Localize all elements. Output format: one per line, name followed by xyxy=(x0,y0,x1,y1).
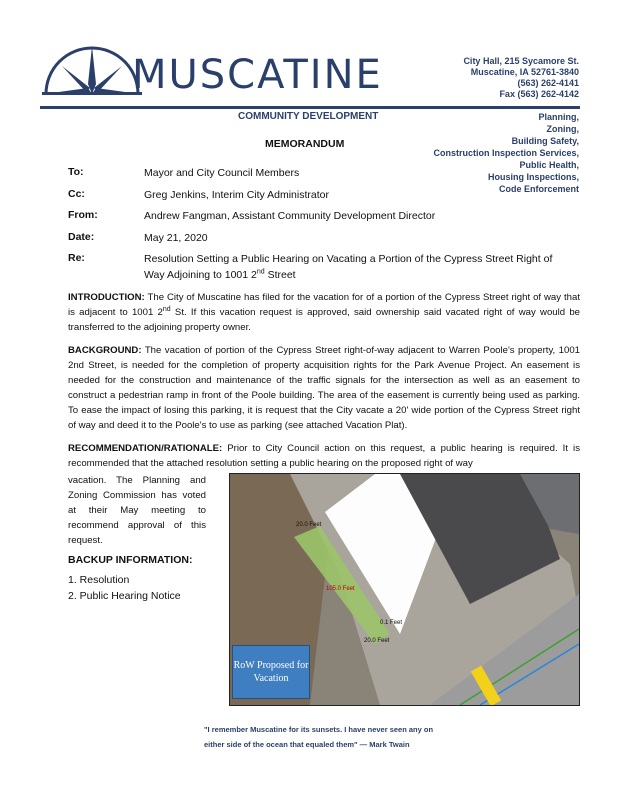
date-value: May 21, 2020 xyxy=(144,232,208,244)
service: Construction Inspection Services, xyxy=(433,148,579,158)
logo-wordmark: MUSCATINE xyxy=(132,52,383,98)
bottom-section xyxy=(68,473,580,706)
intro-label: INTRODUCTION: xyxy=(68,292,145,303)
memo-title: MEMORANDUM xyxy=(265,138,345,150)
service: Zoning, xyxy=(546,124,579,134)
service: Planning, xyxy=(538,112,579,122)
re-label: Re: xyxy=(68,252,85,264)
intro-text: The City of Muscatine has filed for the vacation for of a portion of the Cypress Street right of way that is adjacent to 1001 2 xyxy=(68,292,580,318)
map-label: 20.0 Feet xyxy=(296,522,322,528)
service: Housing Inspections, xyxy=(487,172,579,182)
address-line: Muscatine, IA 52761-3840 xyxy=(470,67,579,77)
cc-label: Cc: xyxy=(68,188,85,200)
introduction-paragraph xyxy=(68,290,580,335)
recommendation-continued: vacation. The Planning and Zoning Commission has voted at their May meeting to recommend approval of this request. xyxy=(68,475,206,546)
map-label: 20.0 Feet xyxy=(364,638,390,644)
re-text: Resolution Setting a Public Hearing on Vacating a Portion of the Cypress Street Right of Way Adjoining to 1001 2 xyxy=(144,253,553,281)
backup-title: BACKUP INFORMATION: xyxy=(68,554,193,566)
address-block xyxy=(463,56,579,100)
intro-sup: nd xyxy=(162,305,171,313)
backup-item: 2. Public Hearing Notice xyxy=(68,590,181,602)
memo-body xyxy=(68,290,580,752)
background-paragraph xyxy=(68,343,580,433)
to-value: Mayor and City Council Members xyxy=(144,167,300,179)
services-list xyxy=(433,111,579,195)
map-label: 0.1 Feet xyxy=(380,620,403,626)
cc-value: Greg Jenkins, Interim City Administrator xyxy=(144,189,329,201)
service: Public Health, xyxy=(519,160,579,170)
service: Code Enforcement xyxy=(498,184,579,194)
from-label: From: xyxy=(68,209,98,221)
background-text: The vacation of portion of the Cypress Street right-of-way adjacent to Warren Poole's property, 1001 2nd Street, is needed for the completion of property acquisition rights for the Park Avenue Project. An easement is needed for the construction and maintenance of the traffic signals for the intersection as well as an easement to construct a pedestrian ramp in front of the Poole building. The area of the easement is currently being used as parking. To ease the impact of losing this parking, it is request that the City vacate a 20' wide portion of the Cypress Street right of way and deed it to the Poole's to use as parking (see attached Vacation Plat). xyxy=(68,345,580,431)
service: Building Safety, xyxy=(511,136,579,146)
re-sup: nd xyxy=(256,268,265,276)
re-value xyxy=(144,251,574,283)
row-callout: RoW Proposed for Vacation xyxy=(232,645,310,699)
header-rule xyxy=(40,106,580,109)
re-text-end: Street xyxy=(264,269,296,281)
backup-item: 1. Resolution xyxy=(68,574,130,586)
recommendation-paragraph xyxy=(68,441,580,471)
map-label: 105.0 Feet xyxy=(326,586,355,592)
phone: (563) 262-4141 xyxy=(517,78,579,88)
from-value: Andrew Fangman, Assistant Community Development Director xyxy=(144,210,436,222)
date-label: Date: xyxy=(68,231,95,243)
recommendation-text: Prior to City Council action on this request, a public hearing is required. It is recommended that the attached resolution setting a public hearing on the proposed right of way xyxy=(68,443,580,469)
quote-text: "I remember Muscatine for its sunsets. I have never seen any on either side of the ocean that equaled them" xyxy=(204,725,434,749)
intro-text-end: St. If this vacation request is approved, said ownership said vacated right of way would be transferred to the adjoining property owner. xyxy=(68,307,580,333)
aerial-map xyxy=(229,473,580,706)
compass-logo-icon xyxy=(42,44,142,96)
footer-quote xyxy=(204,722,444,752)
quote-author: — Mark Twain xyxy=(357,740,410,749)
address-line: City Hall, 215 Sycamore St. xyxy=(463,56,579,66)
left-column xyxy=(68,473,206,604)
backup-list xyxy=(68,572,206,604)
recommendation-label: RECOMMENDATION/RATIONALE: xyxy=(68,443,223,454)
department: COMMUNITY DEVELOPMENT xyxy=(238,111,379,122)
fax: Fax (563) 262-4142 xyxy=(499,89,579,99)
background-label: BACKGROUND: xyxy=(68,345,142,356)
to-label: To: xyxy=(68,166,84,178)
